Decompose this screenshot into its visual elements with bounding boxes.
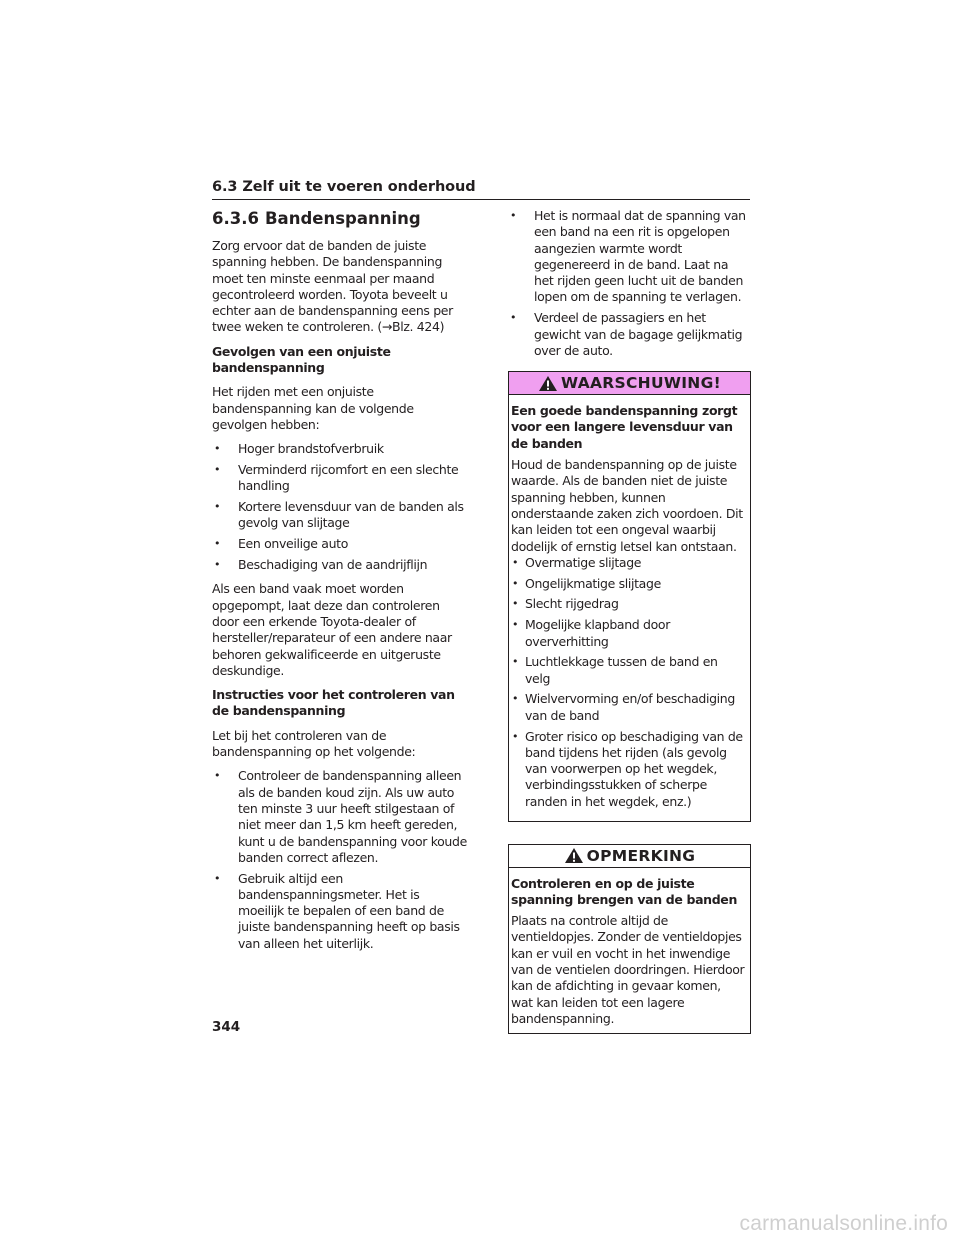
warning-text: Houd de bandenspanning op de juiste waarde. Als de banden niet de juiste spanning hebben, kunnen onderstaande zaken zich voordoen. Dit kan leiden tot een ongeval waarbij dodelijk of ernstig letsel kan ontstaan.	[511, 457, 743, 554]
list-item: • Gebruik altijd een bandenspanningsmeter. Het is moeilijk te bepalen of een band de juiste bandenspanning heeft op basis van alleen het uiterlijk.	[212, 871, 468, 952]
list-item: • Luchtlekkage tussen de band en velg	[511, 654, 746, 687]
warning-triangle-icon	[538, 375, 558, 392]
warning-list	[511, 555, 746, 810]
instructions-heading: Instructies voor het controleren van de bandenspanning	[212, 687, 455, 719]
warning-heading: Een goede bandenspanning zorgt voor een langere levensduur van de banden	[511, 403, 738, 451]
note-box	[508, 844, 751, 1035]
list-item: • Beschadiging van de aandrijflijn	[212, 557, 468, 573]
list-item: • Slecht rijgedrag	[511, 596, 746, 612]
consequences-after: Als een band vaak moet worden opgepompt, laat deze dan controleren door een erkende Toyota-dealer of hersteller/reparateur of een andere naar behoren gekwalificeerde en uitgeruste deskundige.	[212, 581, 452, 678]
note-heading: Controleren en op de juiste spanning brengen van de banden	[511, 875, 737, 907]
list-item: • Verminderd rijcomfort en een slechte handling	[212, 462, 468, 495]
warning-header	[509, 372, 750, 395]
warning-triangle-icon	[564, 847, 584, 864]
list-item: • Ongelijkmatige slijtage	[511, 576, 746, 592]
list-item: • Een onveilige auto	[212, 536, 468, 552]
header-rule	[212, 199, 750, 200]
consequences-list	[212, 441, 468, 573]
note-body	[509, 868, 750, 1034]
consequences-text: Het rijden met een onjuiste bandenspanning kan de volgende gevolgen hebben:	[212, 384, 414, 432]
section-title-text: Bandenspanning	[264, 209, 421, 228]
warning-box	[508, 371, 751, 821]
list-item: • Hoger brandstofverbruik	[212, 441, 468, 457]
list-item: • Controleer de bandenspanning alleen als de banden koud zijn. Als uw auto ten minste 3 uur heeft stilgestaan of niet meer dan 1,5 km heeft gereden, kunt u de bandenspanning voor koude banden correct aflezen.	[212, 768, 468, 866]
consequences-heading: Gevolgen van een onjuiste bandenspanning	[212, 343, 391, 376]
instructions-list	[212, 768, 468, 952]
list-item: • Verdeel de passagiers en het gewicht van de bagage gelijkmatig over de auto.	[508, 310, 751, 359]
chapter-header	[212, 178, 750, 200]
section-number: 6.3.6	[212, 209, 259, 228]
list-item: • Kortere levensduur van de banden als gevolg van slijtage	[212, 499, 468, 532]
chapter-title: 6.3 Zelf uit te voeren onderhoud	[212, 179, 476, 195]
warning-body	[509, 395, 750, 820]
instructions-text: Let bij het controleren van de bandenspanning op het volgende:	[212, 727, 416, 760]
note-label: OPMERKING	[586, 846, 696, 865]
list-item: • Het is normaal dat de spanning van een band na een rit is opgelopen aangezien warmte wordt gegenereerd in de band. Laat na het rijden geen lucht uit de banden lopen om de spanning te verlagen.	[508, 208, 751, 306]
page-number: 344	[212, 1019, 241, 1035]
note-header	[509, 845, 750, 868]
left-column	[212, 208, 468, 960]
warning-label: WAARSCHUWING!	[561, 374, 721, 393]
instructions-list-continued	[508, 208, 751, 359]
list-item: • Mogelijke klapband door oververhitting	[511, 617, 746, 650]
section-title	[212, 208, 468, 230]
list-item: • Overmatige slijtage	[511, 555, 746, 571]
note-text: Plaats na controle altijd de ventieldopjes. Zonder de ventieldopjes kan er vuil en vocht in het inwendige van de ventielen doordringen. Hierdoor kan de afdichting in gevaar komen, wat kan leiden tot een lagere bandenspanning.	[511, 913, 745, 1026]
watermark: carmanualsonline.info	[739, 1212, 948, 1235]
intro-paragraph: Zorg ervoor dat de banden de juiste spanning hebben. De bandenspanning moet ten minste eenmaal per maand gecontroleerd worden. Toyota beveelt u echter aan de bandenspanning eens per twee weken te controleren. (→Blz. 424)	[212, 238, 453, 335]
list-item: • Wielvervorming en/of beschadiging van de band	[511, 691, 746, 724]
right-column	[508, 208, 751, 1034]
list-item: • Groter risico op beschadiging van de band tijdens het rijden (als gevolg van voorwerpen op het wegdek, verbindingsstukken of scherpe randen in het wegdek, enz.)	[511, 729, 746, 810]
